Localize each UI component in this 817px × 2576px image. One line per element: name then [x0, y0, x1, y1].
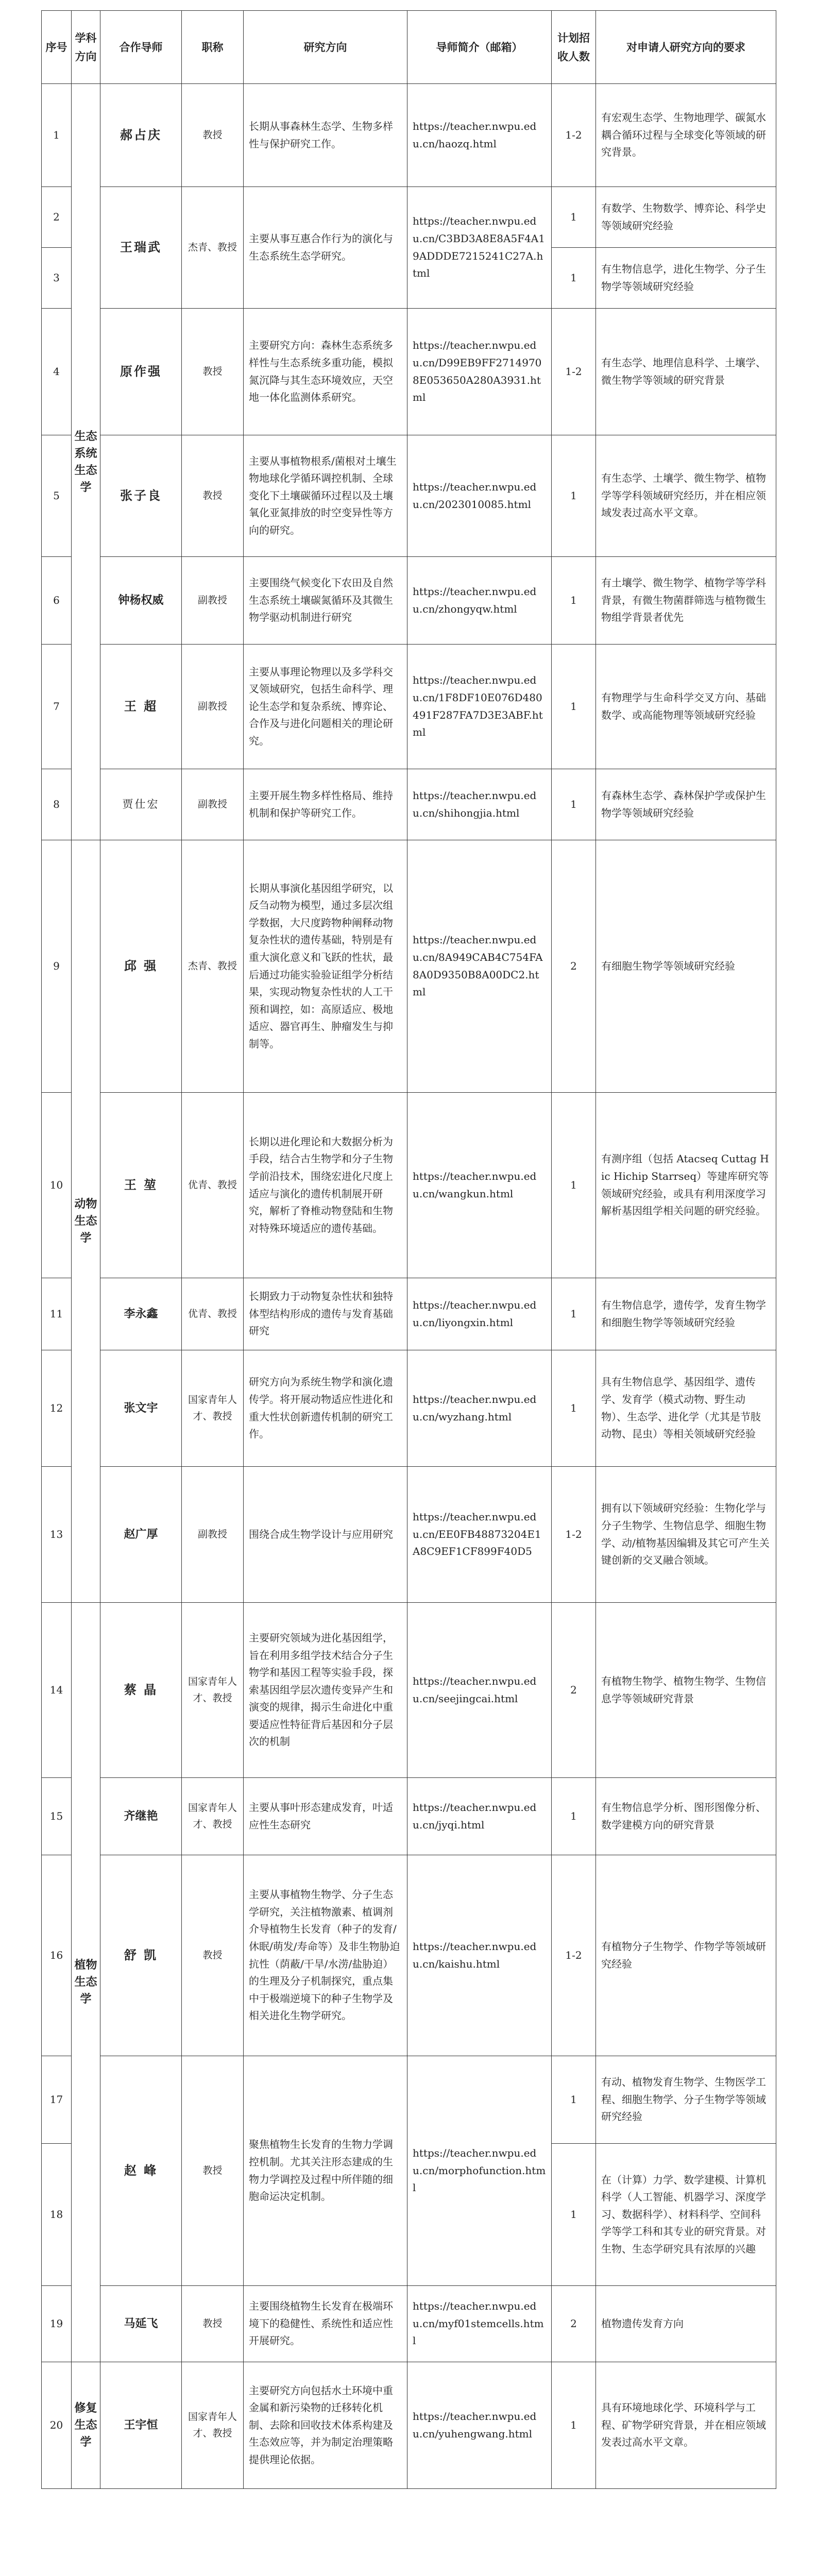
research-direction: 主要从事互惠合作行为的演化与生态系统生态学研究。 [244, 187, 407, 309]
header-plan: 计划招收人数 [552, 11, 596, 84]
requirement: 有数学、生物数学、博弈论、科学史等领域研究经验 [596, 187, 776, 248]
tutor-title: 国家青年人才、教授 [182, 2362, 244, 2489]
tutor-title: 杰青、教授 [182, 187, 244, 309]
table-row [42, 2286, 776, 2362]
header-title: 职称 [182, 11, 244, 84]
requirement: 在（计算）力学、数学建模、计算机科学（人工智能、机器学习、深度学习、数据科学）、材料科学、空间科学等学工科和其专业的研究背景。对生物、生态学研究具有浓厚的兴趣 [596, 2144, 776, 2286]
row-no: 13 [42, 1467, 72, 1603]
research-direction: 围绕合成生物学设计与应用研究 [244, 1467, 407, 1603]
plan-count: 1 [552, 1778, 596, 1855]
requirement: 具有生物信息学、基因组学、遗传学、发育学（模式动物、野生动物）、生态学、进化学（尤其是节肢动物、昆虫）等相关领域研究经验 [596, 1350, 776, 1467]
tutor-profile-link[interactable]: https://teacher.nwpu.edu.cn/haozq.html [407, 84, 552, 187]
row-no: 7 [42, 645, 72, 769]
header-row [42, 11, 776, 84]
tutor-title: 教授 [182, 309, 244, 435]
tutor-name: 郝占庆 [100, 84, 182, 187]
table-row [42, 187, 776, 248]
requirement: 有土壤学、微生物学、植物学等学科背景，有微生物菌群筛选与植物微生物组学背景者优先 [596, 557, 776, 645]
tutor-title: 优青、教授 [182, 1093, 244, 1278]
tutor-profile-link[interactable]: https://teacher.nwpu.edu.cn/EE0FB48873204E1A8C9EF1CF899F40D5 [407, 1467, 552, 1603]
tutor-name: 张文宇 [100, 1350, 182, 1467]
tutor-profile-link[interactable]: https://teacher.nwpu.edu.cn/myf01stemcells.html [407, 2286, 552, 2362]
table-row [42, 1603, 776, 1778]
plan-count: 1-2 [552, 309, 596, 435]
discipline-cell: 植物生态学 [72, 1603, 100, 2362]
research-direction: 长期致力于动物复杂性状和独特体型结构形成的遗传与发育基础研究 [244, 1278, 407, 1350]
table-row [42, 557, 776, 645]
tutor-profile-link[interactable]: https://teacher.nwpu.edu.cn/shihongjia.html [407, 769, 552, 840]
tutor-profile-link[interactable]: https://teacher.nwpu.edu.cn/1F8DF10E076D480491F287FA7D3E3ABF.html [407, 645, 552, 769]
row-no: 10 [42, 1093, 72, 1278]
table-row [42, 2056, 776, 2144]
tutor-name: 马延飞 [100, 2286, 182, 2362]
plan-count: 2 [552, 1603, 596, 1778]
tutor-title: 杰青、教授 [182, 840, 244, 1093]
tutor-name: 齐继艳 [100, 1778, 182, 1855]
requirement: 有测序组（包括 Atacseq Cuttag Hic Hichip Starrseq）等建库研究等领域研究经验，或具有利用深度学习解析基因组学相关问题的研究经验。 [596, 1093, 776, 1278]
row-no: 1 [42, 84, 72, 187]
requirement: 有生态学、地理信息科学、土壤学、微生物学等领域的研究背景 [596, 309, 776, 435]
header-no: 序号 [42, 11, 72, 84]
requirement: 有细胞生物学等领域研究经验 [596, 840, 776, 1093]
header-discipline: 学科方向 [72, 11, 100, 84]
tutor-profile-link[interactable]: https://teacher.nwpu.edu.cn/seejingcai.html [407, 1603, 552, 1778]
requirement: 有植物生物学、植物生物学、生物信息学等领域研究背景 [596, 1603, 776, 1778]
row-no: 6 [42, 557, 72, 645]
tutor-name: 舒 凯 [100, 1855, 182, 2056]
tutor-title: 优青、教授 [182, 1278, 244, 1350]
tutor-name: 赵 峰 [100, 2056, 182, 2286]
tutor-title: 教授 [182, 1855, 244, 2056]
plan-count: 1 [552, 1350, 596, 1467]
table-row [42, 84, 776, 187]
requirement: 有动、植物发育生物学、生物医学工程、细胞生物学、分子生物学等领域研究经验 [596, 2056, 776, 2144]
tutor-name: 贾仕宏 [100, 769, 182, 840]
discipline-cell: 修复生态学 [72, 2362, 100, 2489]
row-no: 14 [42, 1603, 72, 1778]
postdoc-recruitment-table [41, 10, 776, 2489]
row-no: 3 [42, 248, 72, 309]
plan-count: 1 [552, 435, 596, 557]
tutor-name: 赵广厚 [100, 1467, 182, 1603]
plan-count: 1 [552, 769, 596, 840]
table-row [42, 769, 776, 840]
tutor-name: 王宇恒 [100, 2362, 182, 2489]
requirement: 有森林生态学、森林保护学或保护生物学等领域研究经验 [596, 769, 776, 840]
plan-count: 1 [552, 248, 596, 309]
tutor-name: 王瑞武 [100, 187, 182, 309]
tutor-profile-link[interactable]: https://teacher.nwpu.edu.cn/8A949CAB4C754FA8A0D9350B8A00DC2.html [407, 840, 552, 1093]
table-row [42, 435, 776, 557]
table-row [42, 840, 776, 1093]
discipline-cell: 生态系统生态学 [72, 84, 100, 840]
requirement: 植物遗传发育方向 [596, 2286, 776, 2362]
tutor-profile-link[interactable]: https://teacher.nwpu.edu.cn/wyzhang.html [407, 1350, 552, 1467]
row-no: 9 [42, 840, 72, 1093]
row-no: 19 [42, 2286, 72, 2362]
header-research: 研究方向 [244, 11, 407, 84]
research-direction: 主要围绕植物生长发育在极端环境下的稳健性、系统性和适应性开展研究。 [244, 2286, 407, 2362]
plan-count: 1 [552, 1093, 596, 1278]
row-no: 18 [42, 2144, 72, 2286]
table-row [42, 1350, 776, 1467]
row-no: 15 [42, 1778, 72, 1855]
plan-count: 1 [552, 645, 596, 769]
requirement: 有生物信息学分析、图形图像分析、数学建模方向的研究背景 [596, 1778, 776, 1855]
table-row [42, 1778, 776, 1855]
header-profile: 导师简介（邮箱） [407, 11, 552, 84]
plan-count: 1 [552, 2056, 596, 2144]
header-requirement: 对申请人研究方向的要求 [596, 11, 776, 84]
tutor-name: 王 超 [100, 645, 182, 769]
row-no: 17 [42, 2056, 72, 2144]
tutor-title: 教授 [182, 2056, 244, 2286]
tutor-name: 王 堃 [100, 1093, 182, 1278]
research-direction: 长期以进化理论和大数据分析为手段，结合古生物学和分子生物学前沿技术，围绕宏进化尺度上适应与演化的遗传机制展开研究，解析了脊椎动物登陆和生物对特殊环境适应的遗传基础。 [244, 1093, 407, 1278]
row-no: 16 [42, 1855, 72, 2056]
tutor-profile-link[interactable]: https://teacher.nwpu.edu.cn/morphofunction.html [407, 2056, 552, 2286]
plan-count: 1 [552, 557, 596, 645]
tutor-profile-link[interactable]: https://teacher.nwpu.edu.cn/C3BD3A8E8A5F4A19ADDDE7215241C27A.html [407, 187, 552, 309]
table-row [42, 1093, 776, 1278]
requirement: 拥有以下领域研究经验：生物化学与分子生物学、生物信息学、细胞生物学、动/植物基因编辑及其它可产生关键创新的交叉融合领域。 [596, 1467, 776, 1603]
tutor-name: 蔡 晶 [100, 1603, 182, 1778]
discipline-cell: 动物生态学 [72, 840, 100, 1603]
research-direction: 主要从事植物生物学、分子生态学研究，关注植物激素、植调剂介导植物生长发育（种子的发育/休眠/萌发/寿命等）及非生物胁迫抗性（荫蔽/干旱/水涝/盐胁迫）的生理及分子机制探究，重点集中于极端逆境下的种子生物学及相关进化生物学研究。 [244, 1855, 407, 2056]
research-direction: 主要研究方向包括水土环境中重金属和新污染物的迁移转化机制、去除和回收技术体系构建及生态效应等，并为制定治理策略提供理论依据。 [244, 2362, 407, 2489]
plan-count: 1-2 [552, 1467, 596, 1603]
research-direction: 主要围绕气候变化下农田及自然生态系统土壤碳氮循环及其微生物学驱动机制进行研究 [244, 557, 407, 645]
research-direction: 主要研究领域为进化基因组学，旨在利用多组学技术结合分子生物学和基因工程等实验手段，探索基因组学层次遗传变异产生和演变的规律，揭示生命进化中重要适应性特征背后基因和分子层次的机制 [244, 1603, 407, 1778]
tutor-profile-link[interactable]: https://teacher.nwpu.edu.cn/kaishu.html [407, 1855, 552, 2056]
row-no: 2 [42, 187, 72, 248]
table-row [42, 309, 776, 435]
research-direction: 主要从事叶形态建成发育，叶适应性生态研究 [244, 1778, 407, 1855]
tutor-profile-link[interactable]: https://teacher.nwpu.edu.cn/yuhengwang.html [407, 2362, 552, 2489]
row-no: 8 [42, 769, 72, 840]
tutor-title: 国家青年人才、教授 [182, 1778, 244, 1855]
research-direction: 研究方向为系统生物学和演化遗传学。将开展动物适应性进化和重大性状创新遗传机制的研究工作。 [244, 1350, 407, 1467]
tutor-profile-link[interactable]: https://teacher.nwpu.edu.cn/liyongxin.html [407, 1278, 552, 1350]
tutor-title: 国家青年人才、教授 [182, 1350, 244, 1467]
tutor-name: 钟杨权威 [100, 557, 182, 645]
table-row [42, 1467, 776, 1603]
requirement: 有宏观生态学、生物地理学、碳氮水耦合循环过程与全球变化等领域的研究背景。 [596, 84, 776, 187]
table-row [42, 645, 776, 769]
tutor-title: 教授 [182, 435, 244, 557]
plan-count: 2 [552, 840, 596, 1093]
tutor-profile-link[interactable]: https://teacher.nwpu.edu.cn/jyqi.html [407, 1778, 552, 1855]
requirement: 有生态学、土壤学、微生物学、植物学等学科领域研究经历，并在相应领域发表过高水平文章。 [596, 435, 776, 557]
research-direction: 聚焦植物生长发育的生物力学调控机制。尤其关注形态建成的生物力学调控及过程中所伴随的细胞命运决定机制。 [244, 2056, 407, 2286]
requirement: 有生物信息学，遗传学，发育生物学和细胞生物学等领域研究经验 [596, 1278, 776, 1350]
requirement: 具有环境地球化学、环境科学与工程、矿物学研究背景，并在相应领域发表过高水平文章。 [596, 2362, 776, 2489]
tutor-name: 张子良 [100, 435, 182, 557]
tutor-name: 原作强 [100, 309, 182, 435]
recruitment-table-wrapper [41, 10, 776, 2489]
requirement: 有生物信息学，进化生物学、分子生物学等领域研究经验 [596, 248, 776, 309]
tutor-name: 李永鑫 [100, 1278, 182, 1350]
research-direction: 长期从事森林生态学、生物多样性与保护研究工作。 [244, 84, 407, 187]
tutor-name: 邱 强 [100, 840, 182, 1093]
table-row [42, 2362, 776, 2489]
tutor-profile-link[interactable]: https://teacher.nwpu.edu.cn/wangkun.html [407, 1093, 552, 1278]
research-direction: 长期从事演化基因组学研究，以反刍动物为模型，通过多层次组学数据，大尺度跨物种阐释动物复杂性状的遗传基础，特别是有重大演化意义和飞跃的性状，最后通过功能实验验证组学分析结果，实现动物复杂性状的人工干预和调控，如：高原适应、极地适应、器官再生、肿瘤发生与抑制等。 [244, 840, 407, 1093]
research-direction: 主要从事植物根系/菌根对土壤生物地球化学循环调控机制、全球变化下土壤碳循环过程以及土壤氧化亚氮排放的时空变异性等方向的研究。 [244, 435, 407, 557]
research-direction: 主要从事理论物理以及多学科交叉领域研究，包括生命科学、理论生态学和复杂系统、博弈论、合作及与进化问题相关的理论研究。 [244, 645, 407, 769]
tutor-title: 副教授 [182, 645, 244, 769]
tutor-title: 副教授 [182, 769, 244, 840]
row-no: 12 [42, 1350, 72, 1467]
header-tutor: 合作导师 [100, 11, 182, 84]
tutor-title: 教授 [182, 2286, 244, 2362]
tutor-profile-link[interactable]: https://teacher.nwpu.edu.cn/2023010085.html [407, 435, 552, 557]
tutor-title: 副教授 [182, 557, 244, 645]
plan-count: 1 [552, 187, 596, 248]
plan-count: 1 [552, 2144, 596, 2286]
plan-count: 1-2 [552, 1855, 596, 2056]
row-no: 11 [42, 1278, 72, 1350]
plan-count: 2 [552, 2286, 596, 2362]
tutor-title: 国家青年人才、教授 [182, 1603, 244, 1778]
requirement: 有物理学与生命科学交叉方向、基础数学、或高能物理等领域研究经验 [596, 645, 776, 769]
table-row [42, 1855, 776, 2056]
research-direction: 主要研究方向：森林生态系统多样性与生态系统多重功能，模拟氮沉降与其生态环境效应，天空地一体化监测体系研究。 [244, 309, 407, 435]
row-no: 20 [42, 2362, 72, 2489]
plan-count: 1 [552, 1278, 596, 1350]
tutor-title: 副教授 [182, 1467, 244, 1603]
plan-count: 1 [552, 2362, 596, 2489]
row-no: 5 [42, 435, 72, 557]
row-no: 4 [42, 309, 72, 435]
tutor-profile-link[interactable]: https://teacher.nwpu.edu.cn/zhongyqw.html [407, 557, 552, 645]
tutor-title: 教授 [182, 84, 244, 187]
requirement: 有植物分子生物学、作物学等领域研究经验 [596, 1855, 776, 2056]
research-direction: 主要开展生物多样性格局、维持机制和保护等研究工作。 [244, 769, 407, 840]
plan-count: 1-2 [552, 84, 596, 187]
tutor-profile-link[interactable]: https://teacher.nwpu.edu.cn/D99EB9FF27149708E053650A280A3931.html [407, 309, 552, 435]
table-row [42, 1278, 776, 1350]
